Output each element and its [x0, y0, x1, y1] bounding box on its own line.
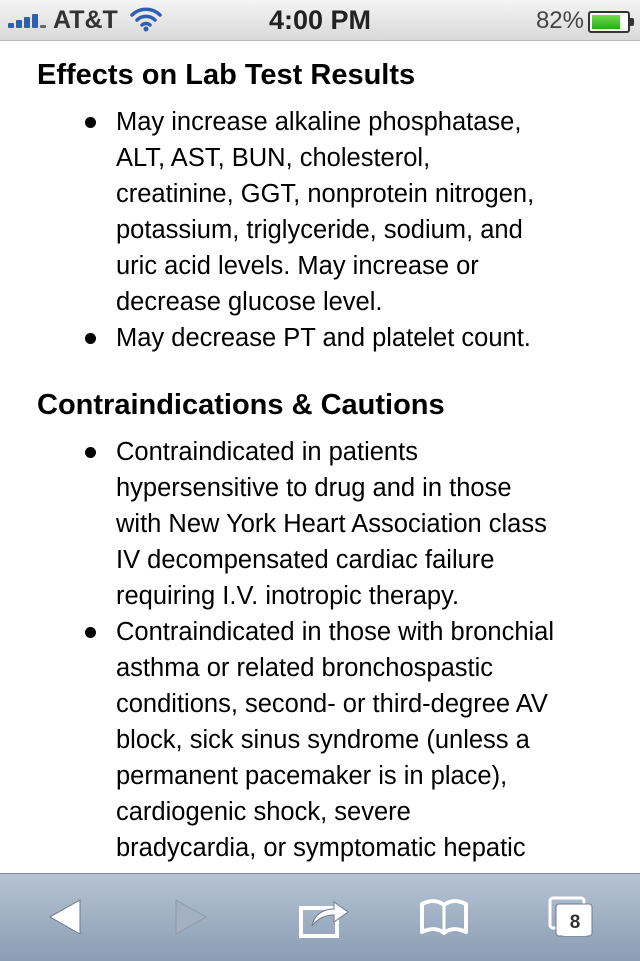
list-item: Contraindicated in patients hypersensitive to drug and in those with New York Heart Association class IV decompensated cardiac failure requiring I.V. inotropic therapy. — [116, 434, 616, 614]
battery-fill — [592, 15, 620, 29]
tab-count-badge[interactable]: 8 — [561, 910, 589, 936]
battery-icon — [588, 11, 630, 33]
browser-toolbar — [0, 873, 640, 961]
bookmarks-icon[interactable] — [418, 894, 470, 940]
battery-percent: 82% — [535, 7, 584, 34]
status-bar — [0, 0, 640, 41]
section-heading-contraindications: Contraindications & Cautions — [37, 389, 445, 421]
share-icon[interactable] — [298, 894, 352, 940]
list-item: Contraindicated in those with bronchial asthma or related bronchospastic conditions, second- or third-degree AV block, sick sinus syndrome (unless a permanent pacemaker is in place), cardiogenic shock, severe bradycardia, or symptomatic hepatic — [116, 614, 616, 866]
carrier-label: AT&T — [53, 6, 118, 34]
article-content[interactable] — [0, 41, 640, 873]
forward-icon[interactable] — [172, 894, 212, 940]
back-icon[interactable] — [44, 894, 84, 940]
list-item: May decrease PT and platelet count. — [116, 320, 616, 356]
section-heading-lab-effects: Effects on Lab Test Results — [37, 59, 416, 91]
list-item: May increase alkaline phosphatase, ALT, AST, BUN, cholesterol, creatinine, GGT, nonprotein nitrogen, potassium, triglyceride, sodium, and uric acid levels. May increase or decrease glucose level. — [116, 104, 616, 320]
clock: 4:00 PM — [268, 5, 372, 35]
